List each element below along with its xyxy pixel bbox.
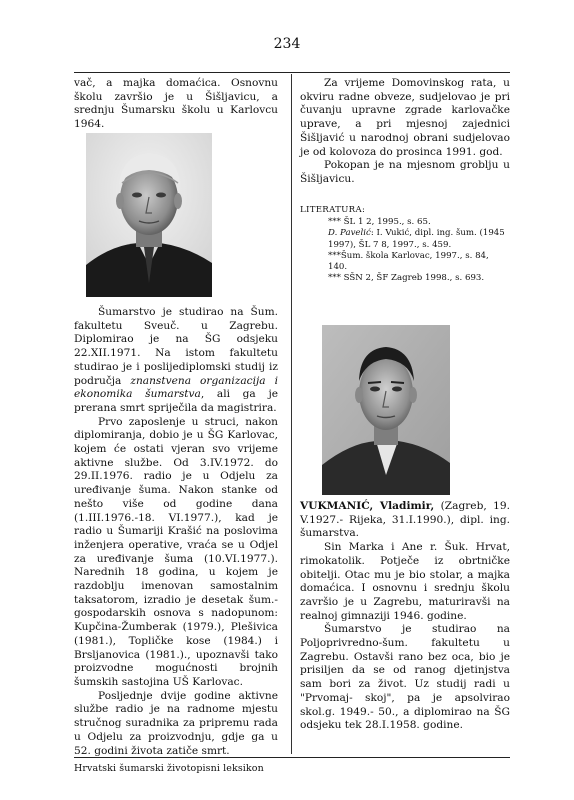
biography-name: VUKMANIĆ, Vladimir, [300, 500, 435, 512]
footer-rule [74, 757, 510, 758]
biography-dates: (Zagreb, 19. V.1927.- Rijeka, 31.I.1990.), dipl. ing. šumarstva. [300, 500, 510, 540]
left-p1-text-b: , ali ga je prerana smrt spriječila da magistrira. [74, 388, 278, 414]
portrait-photo-1 [86, 133, 212, 297]
right-paragraph-1: Za vrijeme Domovinskog rata, u okviru radne obveze, sudjelovao je pri čuvanju upravne zgrade karlovačke uprave, a pri mjesnoj zajednici Šišljavić u narodnoj obrani sudjelovao je od kolovoza do prosinca 1991. god. [300, 77, 510, 158]
literature-item [328, 217, 510, 228]
literature-list [300, 205, 510, 284]
left-column [74, 77, 278, 132]
literature-item-text: *** ŠL 1 2, 1995., s. 65. [328, 217, 431, 228]
page-number: 234 [273, 36, 301, 52]
left-p1-italic: znanstvena organizacija i ekonomika šumarstva [74, 374, 278, 401]
literature-item-text: ***Šum. škola Karlovac, 1997., s. 84, 140. [328, 250, 489, 273]
biography-paragraph-1: Sin Marka i Ane r. Šuk. Hrvat, rimokatolik. Potječe iz obrtničke obitelji. Otac mu je bio stolar, a majka domaćica. I osnovnu i srednju školu završio je u Zagrebu, maturiravši na realnoj gimnaziji 1946. godine. [300, 541, 510, 622]
literature-item-text: *** SŠN 2, ŠF Zagreb 1998., s. 693. [328, 273, 485, 284]
biography-heading [300, 500, 510, 541]
left-intro: vač, a majka domaćica. Osnovnu školu završio je u Šišljavicu, a srednju Šumarsku školu u Karlovcu 1964. [74, 77, 278, 131]
literature-item [328, 273, 510, 284]
literature-heading: LITERATURA: [300, 205, 366, 215]
literature-item-text: : I. Vukić, dipl. ing. šum. (1945 1997), ŠL 7 8, 1997., s. 459. [328, 228, 505, 250]
literature-item [328, 228, 510, 250]
header-rule [74, 72, 510, 73]
left-p1-text-a: Šumarstvo je studirao na Šum. fakultetu Sveuč. u Zagrebu. Diplomirao je na ŠG odsjeku 22.XII.1971. Na istom fakultetu studirao je i poslijediplomski studij iz područja [74, 306, 278, 387]
right-column [300, 77, 510, 187]
left-column-body [74, 306, 278, 758]
page-footer: Hrvatski šumarski životopisni leksikon [74, 763, 264, 774]
left-paragraph-1 [74, 306, 278, 416]
portrait-photo-2 [322, 325, 450, 495]
literature-item [328, 251, 510, 273]
left-paragraph-3: Posljednje dvije godine aktivne službe radio je na radnome mjestu stručnog suradnika za pripremu rada u Odjelu za proizvodnju, gdje ga u 52. godini života zatiče smrt. [74, 689, 278, 757]
left-paragraph-2: Prvo zaposlenje u struci, nakon diplomiranja, dobio je u ŠG Karlovac, kojem će ostati vjeran svo vrijeme aktivne službe. Od 3.IV.1972. do 29.II.1976. radio je u Odjelu za uređivanje šuma. Nakon stanke od nešto više od godine dana (1.III.1976.-18. VI.1977.), kad je radio u Šumariji Krašić na poslovima inženjera operative, vraća se u Odjel za uređivanje šuma (10.VI.1977.). Narednih 18 godina, u kojem je razdoblju imenovan samostalnim taksatorom, izradio je desetak šum.-gospodarskih osnova s nadopunom: Kupčina-Žumberak (1979.), Plešivica (1981.), Topličke kose (1984.) i Brsljanovica (1981.)., upoznavši tako proizvodne mogućnosti brojnih šumskih sastojina UŠ Karlovac. [74, 415, 278, 688]
biography-entry [300, 500, 510, 733]
literature-item-author: D. Pavelić [328, 228, 371, 239]
column-divider [291, 74, 292, 754]
right-paragraph-2: Pokopan je na mjesnom groblju u Šišljavicu. [300, 159, 510, 185]
biography-paragraph-2: Šumarstvo je studirao na Poljoprivredno-šum. fakultetu u Zagrebu. Ostavši rano bez oca, bio je prisiljen da se od ranog djetinjstva sam bori za život. Uz studij radi u "Prvomaj- skoj", pa je apsolvirao skol.g. 1949.- 50., a diplomirao na ŠG odsjeku tek 28.I.1958. godine. [300, 623, 510, 732]
